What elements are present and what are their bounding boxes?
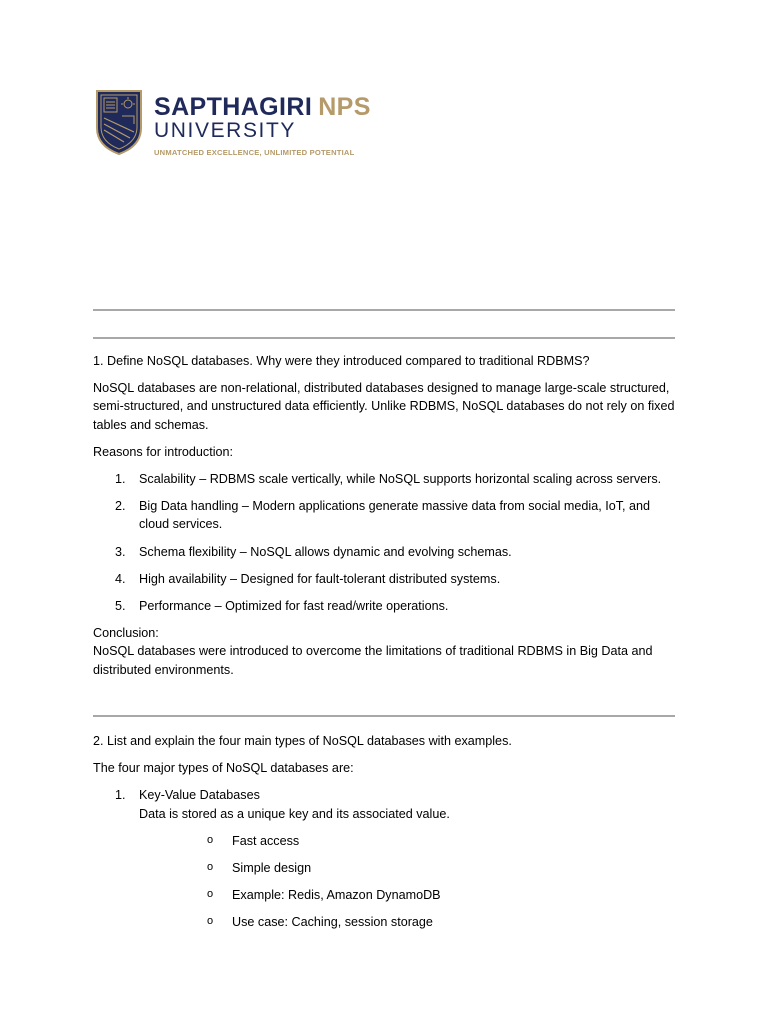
bullet-icon: o [207,861,214,874]
section-2 [93,732,677,941]
list-item: 3. Schema flexibility – NoSQL allows dynamic and evolving schemas. [115,544,512,559]
university-logo [94,88,394,158]
list-item: o Fast access [139,832,677,850]
bullet-icon: o [207,888,214,901]
list-item: o Simple design [139,859,677,877]
list-item: 2. Big Data handling – Modern applications generate massive data from social media, IoT, and cloud services. [115,499,651,532]
types-list [93,786,677,931]
bullet-icon: o [207,915,214,928]
list-item: o Use case: Caching, session storage [139,913,677,931]
tagline: UNMATCHED EXCELLENCE, UNLIMITED POTENTIAL [154,148,355,157]
list-item: 4. High availability – Designed for fault-tolerant distributed systems. [115,571,501,586]
section-1 [93,352,677,688]
definition-paragraph: NoSQL databases are non-relational, distributed databases designed to manage large-scale structured, semi-structured, and unstructured data efficiently. Unlike RDBMS, NoSQL databases do not rely on fixed tables and schemas. [93,381,675,432]
divider [93,309,675,311]
list-item: 1. Scalability – RDBMS scale vertically, while NoSQL supports horizontal scaling across servers. [115,472,662,487]
types-intro: The four major types of NoSQL databases are: [93,761,354,776]
conclusion-label: Conclusion: [93,626,159,641]
type-description: Data is stored as a unique key and its associated value. [139,806,450,821]
conclusion-text: NoSQL databases were introduced to overcome the limitations of traditional RDBMS in Big Data and distributed environments. [93,644,653,677]
reasons-list [93,470,677,615]
question-1: 1. Define NoSQL databases. Why were they introduced compared to traditional RDBMS? [93,354,590,368]
brand-line2: UNIVERSITY [154,119,297,142]
type-title: Key-Value Databases [139,788,260,803]
type-points [139,832,677,932]
brand-name: SAPTHAGIRI [154,93,313,121]
divider [93,337,675,339]
question-2: 2. List and explain the four main types of NoSQL databases with examples. [93,734,512,748]
bullet-icon: o [207,833,214,846]
list-item: o Example: Redis, Amazon DynamoDB [139,886,677,904]
list-item: 1. Key-Value Databases Data is stored as a unique key and its associated value. o Fast access o Simple design o Example: Redis, Amazon DynamoDB o Use case: Caching, session storage [93,786,677,931]
brand-wordmark [154,94,371,142]
list-item: 5. Performance – Optimized for fast read/write operations. [115,599,449,614]
divider [93,715,675,717]
brand-suffix: NPS [318,93,371,121]
reasons-heading: Reasons for introduction: [93,444,234,459]
university-crest-icon [94,88,144,156]
